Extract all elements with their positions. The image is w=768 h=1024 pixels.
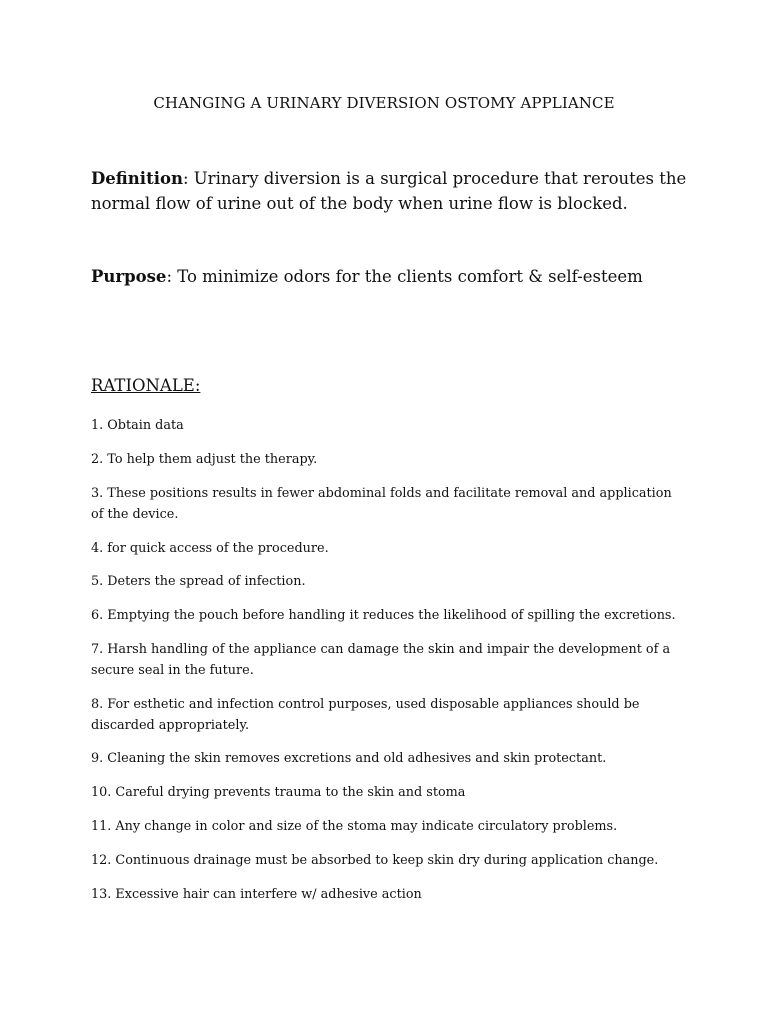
purpose-label: Purpose xyxy=(91,267,167,286)
purpose-text: : To minimize odors for the clients comfort & self-esteem xyxy=(166,267,643,286)
definition-paragraph xyxy=(91,166,691,216)
rationale-item-11: 11. Any change in color and size of the stoma may indicate circulatory problems. xyxy=(91,819,618,834)
rationale-item-1: 1. Obtain data xyxy=(91,418,184,433)
rationale-item-13: 13. Excessive hair can interfere w/ adhesive action xyxy=(91,887,422,902)
rationale-heading: RATIONALE: xyxy=(91,376,201,395)
purpose-paragraph xyxy=(91,264,691,289)
definition-text: : Urinary diversion is a surgical procedure that reroutes the normal flow of urine out of the body when urine flow is blocked. xyxy=(91,169,687,213)
rationale-item-8: 8. For esthetic and infection control purposes, used disposable appliances should be discarded appropriately. xyxy=(91,697,640,733)
rationale-item-5: 5. Deters the spread of infection. xyxy=(91,574,306,589)
rationale-item-7: 7. Harsh handling of the appliance can damage the skin and impair the development of a secure seal in the future. xyxy=(91,642,671,678)
rationale-item-12: 12. Continuous drainage must be absorbed to keep skin dry during application change. xyxy=(91,853,659,868)
rationale-item-3: 3. These positions results in fewer abdominal folds and facilitate removal and application of the device. xyxy=(91,486,672,522)
rationale-item-2: 2. To help them adjust the therapy. xyxy=(91,452,318,467)
rationale-item-6: 6. Emptying the pouch before handling it reduces the likelihood of spilling the excretions. xyxy=(91,608,676,623)
rationale-item-9: 9. Cleaning the skin removes excretions and old adhesives and skin protectant. xyxy=(91,751,607,766)
definition-label: Definition xyxy=(91,169,183,188)
page-title: CHANGING A URINARY DIVERSION OSTOMY APPLIANCE xyxy=(153,94,615,112)
rationale-item-10: 10. Careful drying prevents trauma to the skin and stoma xyxy=(91,785,466,800)
rationale-item-4: 4. for quick access of the procedure. xyxy=(91,541,329,556)
